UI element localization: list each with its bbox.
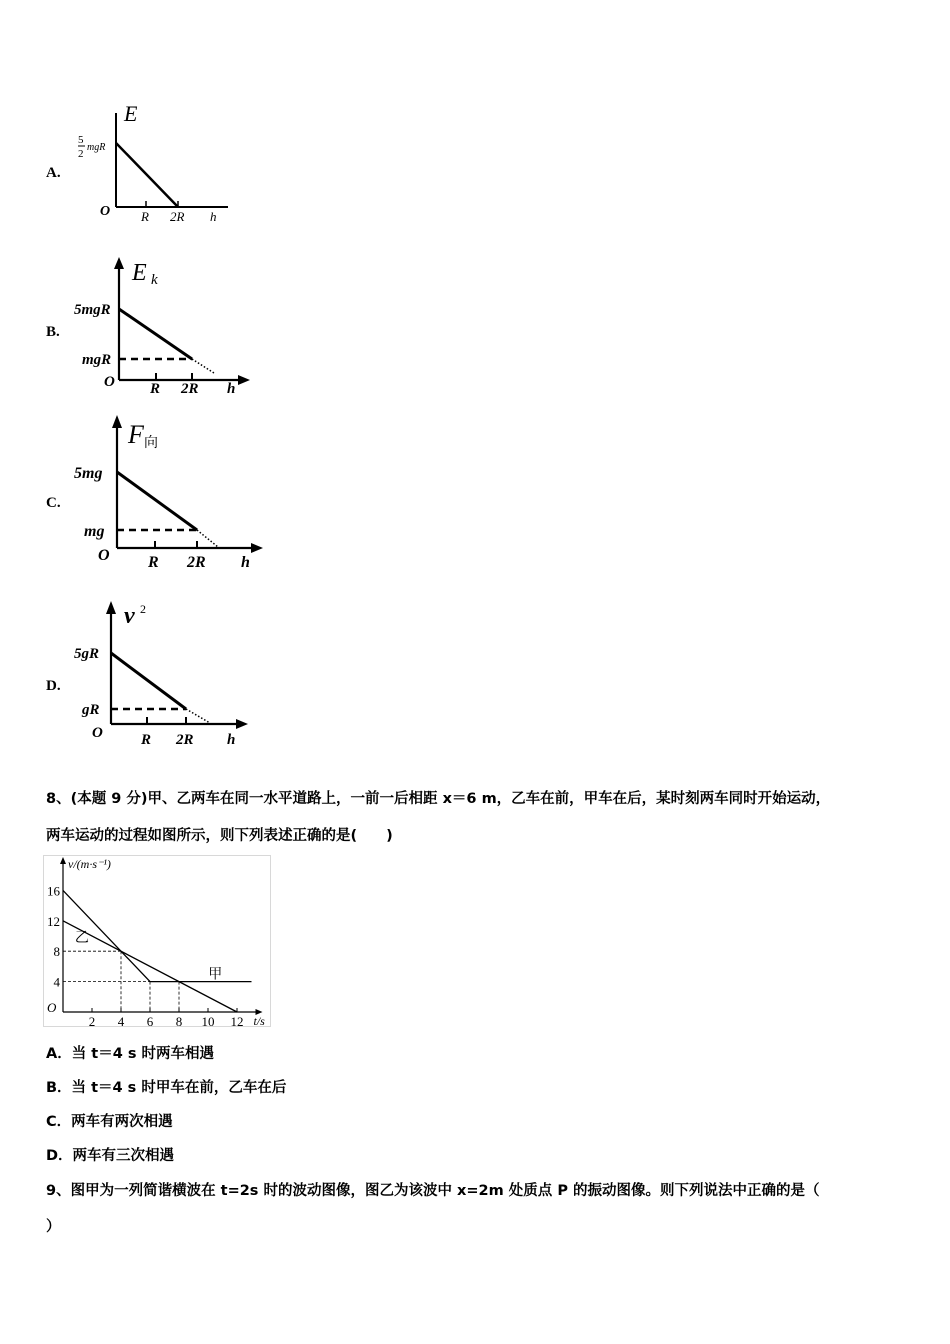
x-axis-label: h (210, 209, 217, 224)
x-tick-2r: 2R (181, 381, 199, 397)
y-axis-label: F (128, 420, 144, 449)
series-label-jia: 甲 (208, 967, 223, 983)
data-line (116, 143, 178, 207)
q8-option-c: C．两车有两次相遇 (46, 1114, 173, 1130)
y-value-bottom: mg (84, 523, 105, 540)
y-axis-label: E (124, 101, 138, 126)
y-value-numerator: 5 (78, 134, 84, 146)
y-value-bottom: gR (82, 702, 100, 718)
origin-label: O (104, 374, 115, 390)
data-line (117, 472, 197, 530)
dotted-extension (192, 359, 214, 373)
x-axis-label: h (227, 381, 236, 397)
q8-option-d: D．两车有三次相遇 (46, 1148, 175, 1164)
graph-b (70, 255, 260, 400)
q9-line2: ） (46, 1219, 61, 1235)
graph-a (70, 95, 240, 230)
option-c-label: C. (46, 495, 61, 511)
y-value-unit: mgR (87, 142, 106, 153)
x-tick-label: 4 (117, 1014, 125, 1027)
y-tick-label: 4 (53, 974, 60, 990)
y-value-denominator: 2 (78, 148, 84, 160)
data-line (119, 309, 192, 359)
x-tick-label: 8 (175, 1014, 183, 1027)
y-axis-arrow (114, 257, 124, 269)
x-axis-label: h (227, 732, 236, 748)
y-value-top: 5gR (74, 646, 100, 662)
x-tick-label: 2 (88, 1014, 96, 1027)
option-a-label: A. (46, 165, 61, 181)
x-tick-r: R (150, 381, 161, 397)
x-axis-arrow (251, 543, 263, 553)
x-axis-label: h (241, 554, 250, 571)
x-tick-label: 10 (201, 1014, 215, 1027)
y-value-top: 5mgR (74, 302, 111, 318)
x-tick-2r: 2R (176, 732, 194, 748)
x-tick-2r: 2R (187, 554, 206, 571)
q8-option-a: A．当 t＝4 s 时两车相遇 (46, 1046, 215, 1062)
series-label-yi: 乙 (74, 931, 89, 947)
x-axis-arrow (236, 719, 248, 729)
y-axis-subscript: 向 (144, 436, 158, 451)
origin-label: O (98, 547, 110, 564)
x-tick-label: 12 (230, 1014, 244, 1027)
x-tick-2r: 2R (170, 209, 185, 224)
x-tick-r: R (141, 209, 149, 224)
q8-option-b: B．当 t＝4 s 时甲车在前，乙车在后 (46, 1080, 287, 1096)
origin-label: O (100, 204, 111, 219)
q8-line1: 8、(本题 9 分)甲、乙两车在同一水平道路上，一前一后相距 x＝6 m，乙车在前，甲车在后，某时刻两车同时开始运动， (46, 791, 831, 807)
y-axis-label: E (132, 260, 147, 286)
vt-chart (43, 855, 271, 1027)
x-axis-arrow (238, 375, 250, 385)
graph-d (70, 598, 260, 753)
y-tick-label: 8 (53, 944, 60, 960)
y-axis-arrow (60, 857, 66, 864)
option-b-label: B. (46, 324, 60, 340)
x-tick-r: R (141, 732, 152, 748)
y-axis-arrow (112, 415, 122, 428)
y-tick-label: 12 (47, 913, 60, 929)
x-axis-label: t/s (253, 1014, 265, 1027)
graph-c (70, 412, 270, 577)
y-axis-subscript: k (151, 272, 158, 288)
data-line (111, 653, 186, 709)
y-axis-label: v/(m·s⁻¹) (68, 857, 111, 871)
y-axis-label: v (124, 603, 135, 629)
option-d-label: D. (46, 678, 61, 694)
dotted-extension (186, 709, 210, 723)
y-axis-superscript: 2 (140, 602, 146, 616)
q8-line2: 两车运动的过程如图所示，则下列表述正确的是( ) (46, 828, 393, 844)
origin-label: O (92, 725, 103, 741)
x-tick-label: 6 (146, 1014, 154, 1027)
y-axis-arrow (106, 601, 116, 614)
y-tick-label: 16 (47, 883, 60, 899)
dotted-extension (197, 530, 218, 547)
y-value-bottom: mgR (82, 352, 112, 368)
y-value-top: 5mg (74, 465, 103, 482)
origin-label: O (47, 1000, 57, 1015)
x-tick-r: R (148, 554, 159, 571)
q9-line1: 9、图甲为一列简谐横波在 t=2s 时的波动图像，图乙为该波中 x=2m 处质点 P 的振动图像。则下列说法中正确的是（ (46, 1183, 820, 1199)
